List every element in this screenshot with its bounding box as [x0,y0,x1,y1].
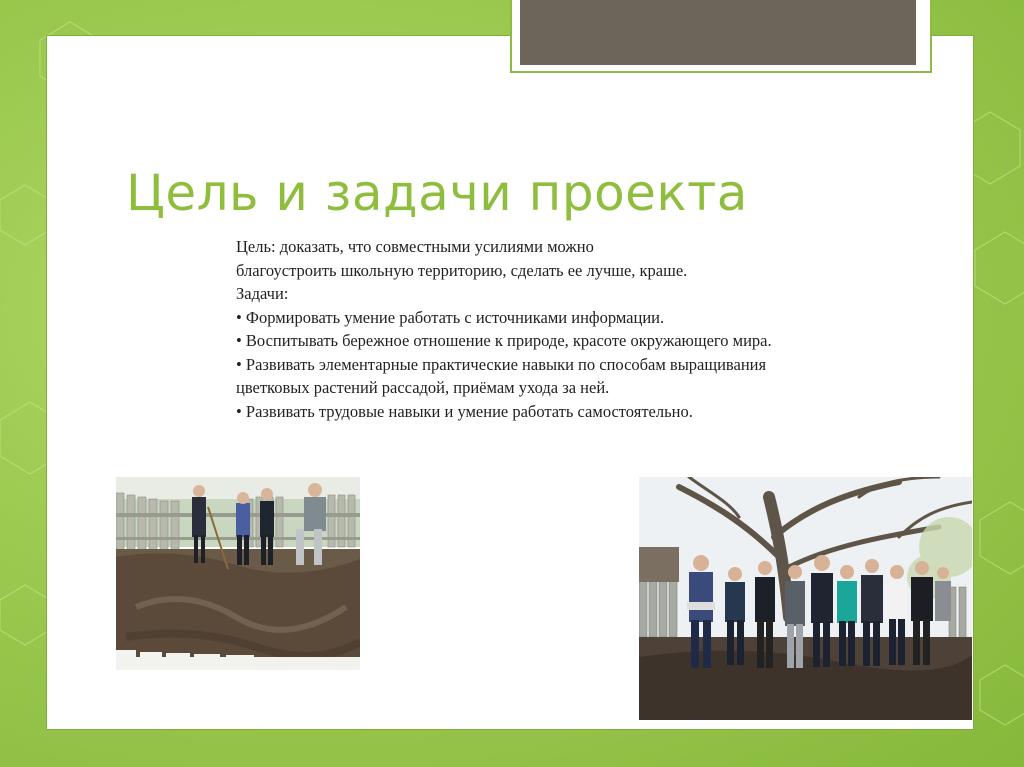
tasks-heading: Задачи: [236,284,289,303]
goal-line [236,235,796,282]
slide-body-text [236,235,796,423]
bullet-icon: • [236,354,242,374]
task-text-4: Развивать трудовые навыки и умение работать самостоятельно. [245,401,693,421]
slide-title: Цель и задачи проекта [126,164,748,222]
task-text-2: Воспитывать бережное отношение к природе, красоте окружающего мира. [245,331,772,350]
children-with-rake-photo [116,477,360,670]
task-text-3: Развивать элементарные практические навыки по способам выращивания цветковых растений рассадой, приёмам ухода за ней. [236,354,767,397]
task-item-4 [236,400,796,424]
bullet-icon: • [236,307,242,327]
goal-line-2: благоустроить школьную территорию, сделать ее лучше, краше. [236,260,688,280]
task-item-1 [236,306,796,330]
title-tab-bar [520,0,916,65]
goal-line-1: Цель: доказать, что совместными усилиями можно [236,237,594,256]
task-item-2 [236,329,796,353]
bullet-icon: • [236,331,242,350]
task-item-3 [236,353,796,400]
task-text-1: Формировать умение работать с источниками информации. [245,307,665,327]
group-of-students-photo [639,477,972,720]
bullet-icon: • [236,401,242,421]
